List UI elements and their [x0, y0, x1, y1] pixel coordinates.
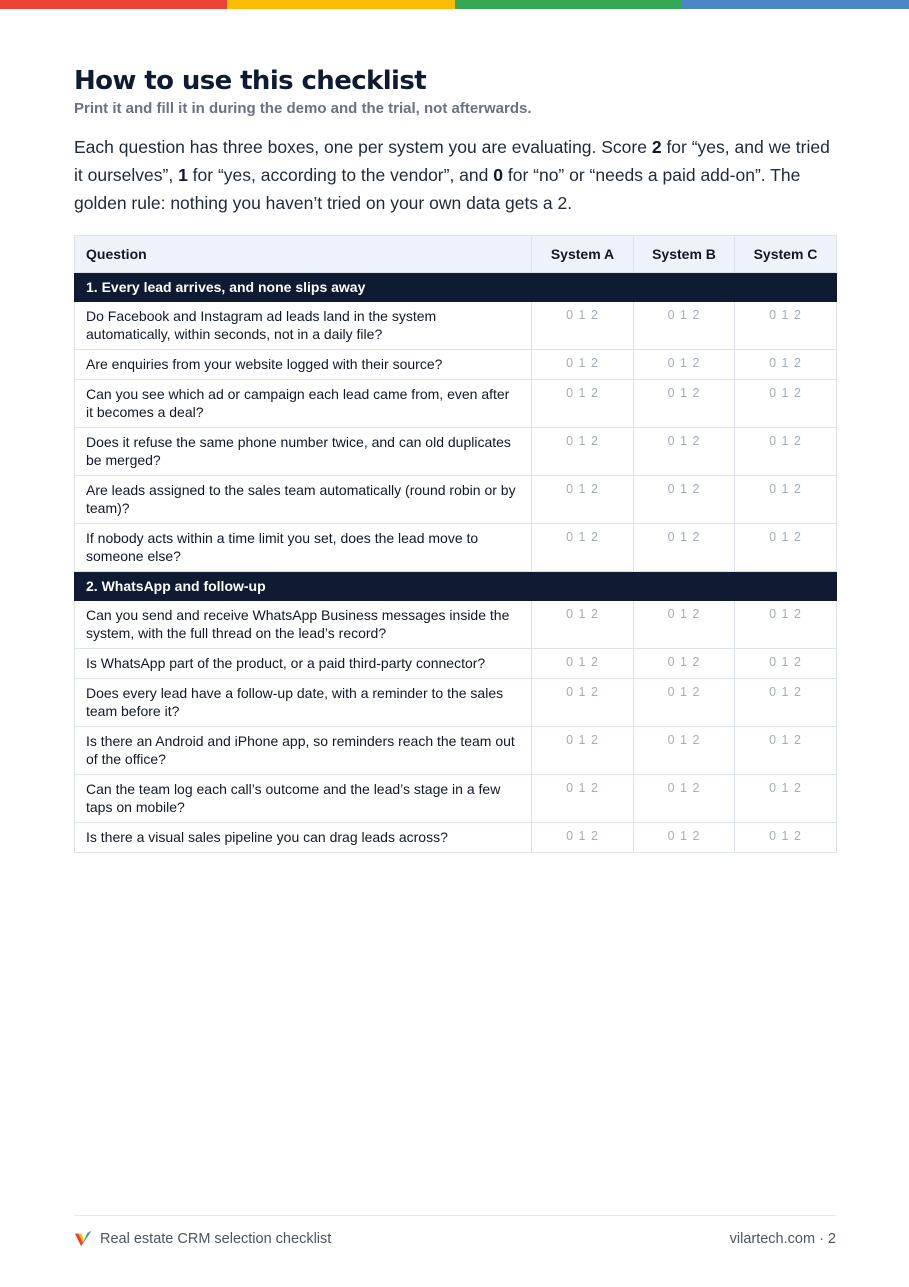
table-row: [75, 648, 837, 678]
score-box-system-a[interactable]: 0 1 2: [532, 774, 634, 822]
page-subtitle: Print it and fill it in during the demo and the trial, not afterwards.: [74, 100, 532, 117]
question-text: Do Facebook and Instagram ad leads land in the system automatically, within seconds, not in a daily file?: [75, 301, 532, 349]
footer-page-ref: vilartech.com · 2: [729, 1231, 836, 1247]
section-title: 1. Every lead arrives, and none slips away: [75, 272, 837, 301]
score-box-system-a[interactable]: 0 1 2: [532, 427, 634, 475]
header-system-a: System A: [532, 235, 634, 272]
intro-text-3: for “yes, according to the vendor”, and: [187, 165, 494, 185]
intro-paragraph: [74, 133, 836, 217]
checklist-table: [74, 235, 837, 853]
question-text: Are leads assigned to the sales team automatically (round robin or by team)?: [75, 475, 532, 523]
intro-text-2: for “yes, and we tried it ourselves”,: [74, 137, 830, 185]
score-box-system-b[interactable]: 0 1 2: [634, 774, 735, 822]
table-row: [75, 301, 837, 349]
score-box-system-c[interactable]: 0 1 2: [735, 648, 837, 678]
score-box-system-c[interactable]: 0 1 2: [735, 475, 837, 523]
score-box-system-c[interactable]: 0 1 2: [735, 301, 837, 349]
header-question: Question: [75, 235, 532, 272]
question-text: Are enquiries from your website logged with their source?: [75, 349, 532, 379]
score-box-system-c[interactable]: 0 1 2: [735, 678, 837, 726]
score-box-system-b[interactable]: 0 1 2: [634, 648, 735, 678]
score-box-system-a[interactable]: 0 1 2: [532, 523, 634, 571]
score-box-system-c[interactable]: 0 1 2: [735, 774, 837, 822]
score-box-system-b[interactable]: 0 1 2: [634, 475, 735, 523]
section-header-row: [75, 272, 837, 301]
intro-text-1: Each question has three boxes, one per system you are evaluating. Score: [74, 137, 652, 157]
question-text: Is WhatsApp part of the product, or a paid third-party connector?: [75, 648, 532, 678]
score-box-system-b[interactable]: 0 1 2: [634, 600, 735, 648]
score-box-system-a[interactable]: 0 1 2: [532, 349, 634, 379]
score-box-system-b[interactable]: 0 1 2: [634, 726, 735, 774]
score-box-system-a[interactable]: 0 1 2: [532, 379, 634, 427]
table-row: [75, 349, 837, 379]
score-box-system-b[interactable]: 0 1 2: [634, 301, 735, 349]
score-box-system-b[interactable]: 0 1 2: [634, 349, 735, 379]
table-row: [75, 600, 837, 648]
score-0-emphasis: 0: [493, 165, 503, 185]
brand-bar-yellow: [227, 0, 454, 9]
score-box-system-c[interactable]: 0 1 2: [735, 427, 837, 475]
section-header-row: [75, 571, 837, 600]
page-footer: [74, 1215, 836, 1262]
score-box-system-b[interactable]: 0 1 2: [634, 678, 735, 726]
intro-text-4: for “no” or “needs a paid add-on”. The golden rule: nothing you haven’t tried on your own data gets a 2.: [74, 165, 801, 213]
score-box-system-a[interactable]: 0 1 2: [532, 726, 634, 774]
question-text: Does every lead have a follow-up date, with a reminder to the sales team before it?: [75, 678, 532, 726]
page-title: How to use this checklist: [74, 66, 427, 96]
table-row: [75, 726, 837, 774]
score-box-system-a[interactable]: 0 1 2: [532, 301, 634, 349]
question-text: Does it refuse the same phone number twice, and can old duplicates be merged?: [75, 427, 532, 475]
score-box-system-a[interactable]: 0 1 2: [532, 475, 634, 523]
table-row: [75, 475, 837, 523]
score-box-system-a[interactable]: 0 1 2: [532, 822, 634, 852]
brand-color-bar: [0, 0, 909, 9]
score-box-system-b[interactable]: 0 1 2: [634, 379, 735, 427]
score-box-system-a[interactable]: 0 1 2: [532, 678, 634, 726]
table-row: [75, 774, 837, 822]
score-box-system-c[interactable]: 0 1 2: [735, 379, 837, 427]
table-row: [75, 822, 837, 852]
page-content: [74, 64, 836, 853]
question-text: Can you see which ad or campaign each lead came from, even after it becomes a deal?: [75, 379, 532, 427]
table-row: [75, 427, 837, 475]
question-text: Can you send and receive WhatsApp Business messages inside the system, with the full thread on the lead’s record?: [75, 600, 532, 648]
score-box-system-b[interactable]: 0 1 2: [634, 427, 735, 475]
v-check-logo-icon: [74, 1230, 92, 1248]
score-box-system-a[interactable]: 0 1 2: [532, 600, 634, 648]
score-box-system-b[interactable]: 0 1 2: [634, 822, 735, 852]
score-box-system-a[interactable]: 0 1 2: [532, 648, 634, 678]
question-text: Is there an Android and iPhone app, so reminders reach the team out of the office?: [75, 726, 532, 774]
score-box-system-c[interactable]: 0 1 2: [735, 822, 837, 852]
header-system-b: System B: [634, 235, 735, 272]
score-box-system-b[interactable]: 0 1 2: [634, 523, 735, 571]
question-text: If nobody acts within a time limit you set, does the lead move to someone else?: [75, 523, 532, 571]
score-box-system-c[interactable]: 0 1 2: [735, 523, 837, 571]
table-row: [75, 379, 837, 427]
score-box-system-c[interactable]: 0 1 2: [735, 726, 837, 774]
brand-bar-green: [455, 0, 682, 9]
section-title: 2. WhatsApp and follow-up: [75, 571, 837, 600]
score-box-system-c[interactable]: 0 1 2: [735, 349, 837, 379]
score-1-emphasis: 1: [178, 165, 188, 185]
table-header-row: [75, 235, 837, 272]
table-row: [75, 678, 837, 726]
brand-bar-blue: [682, 0, 909, 9]
brand-bar-red: [0, 0, 227, 9]
question-text: Is there a visual sales pipeline you can drag leads across?: [75, 822, 532, 852]
score-box-system-c[interactable]: 0 1 2: [735, 600, 837, 648]
footer-doc-title: Real estate CRM selection checklist: [100, 1231, 332, 1247]
question-text: Can the team log each call’s outcome and the lead’s stage in a few taps on mobile?: [75, 774, 532, 822]
table-row: [75, 523, 837, 571]
header-system-c: System C: [735, 235, 837, 272]
checklist-body: [75, 272, 837, 852]
score-2-emphasis: 2: [651, 137, 662, 157]
